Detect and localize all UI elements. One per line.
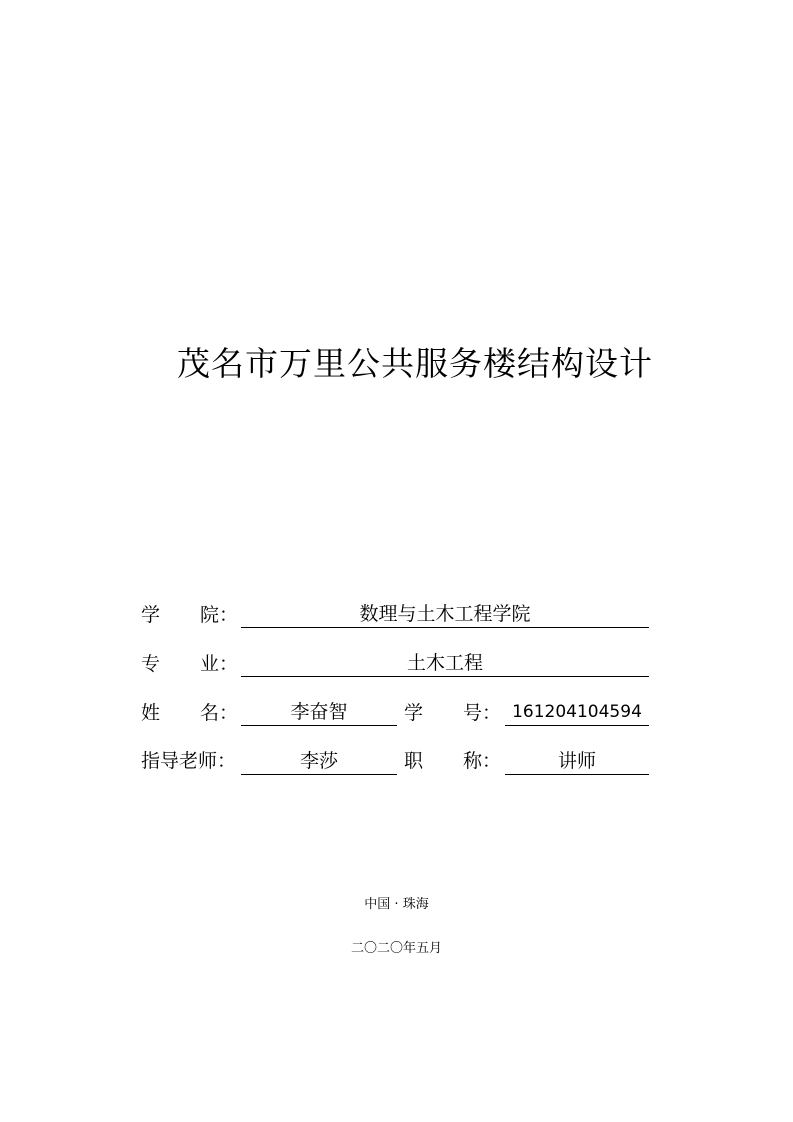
title-rank-value: 讲师 [505,750,649,775]
name-label-a: 姓 [141,702,161,724]
student-id-value: 161204104594 [505,701,649,726]
title-rank-label-a: 职 [404,750,424,772]
name-label-b: 名： [200,702,239,724]
title-rank-label-b: 称： [463,750,502,772]
footer-date: 二〇二〇年五月 [350,941,442,956]
advisor-value: 李莎 [241,750,397,775]
major-value: 土木工程 [241,652,649,677]
college-label-b: 院： [200,604,239,626]
major-label-a: 专 [141,653,161,675]
footer-location: 中国 · 珠海 [364,897,429,912]
college-value: 数理与土木工程学院 [241,603,649,628]
college-label-a: 学 [141,604,161,626]
student-id-label-b: 号： [463,702,502,724]
name-value: 李奋智 [241,701,397,726]
document-title: 茂名市万里公共服务楼结构设计 [177,344,653,383]
major-label-b: 业： [200,653,239,675]
student-id-label-a: 学 [404,702,424,724]
advisor-label: 指导老师： [141,750,237,772]
